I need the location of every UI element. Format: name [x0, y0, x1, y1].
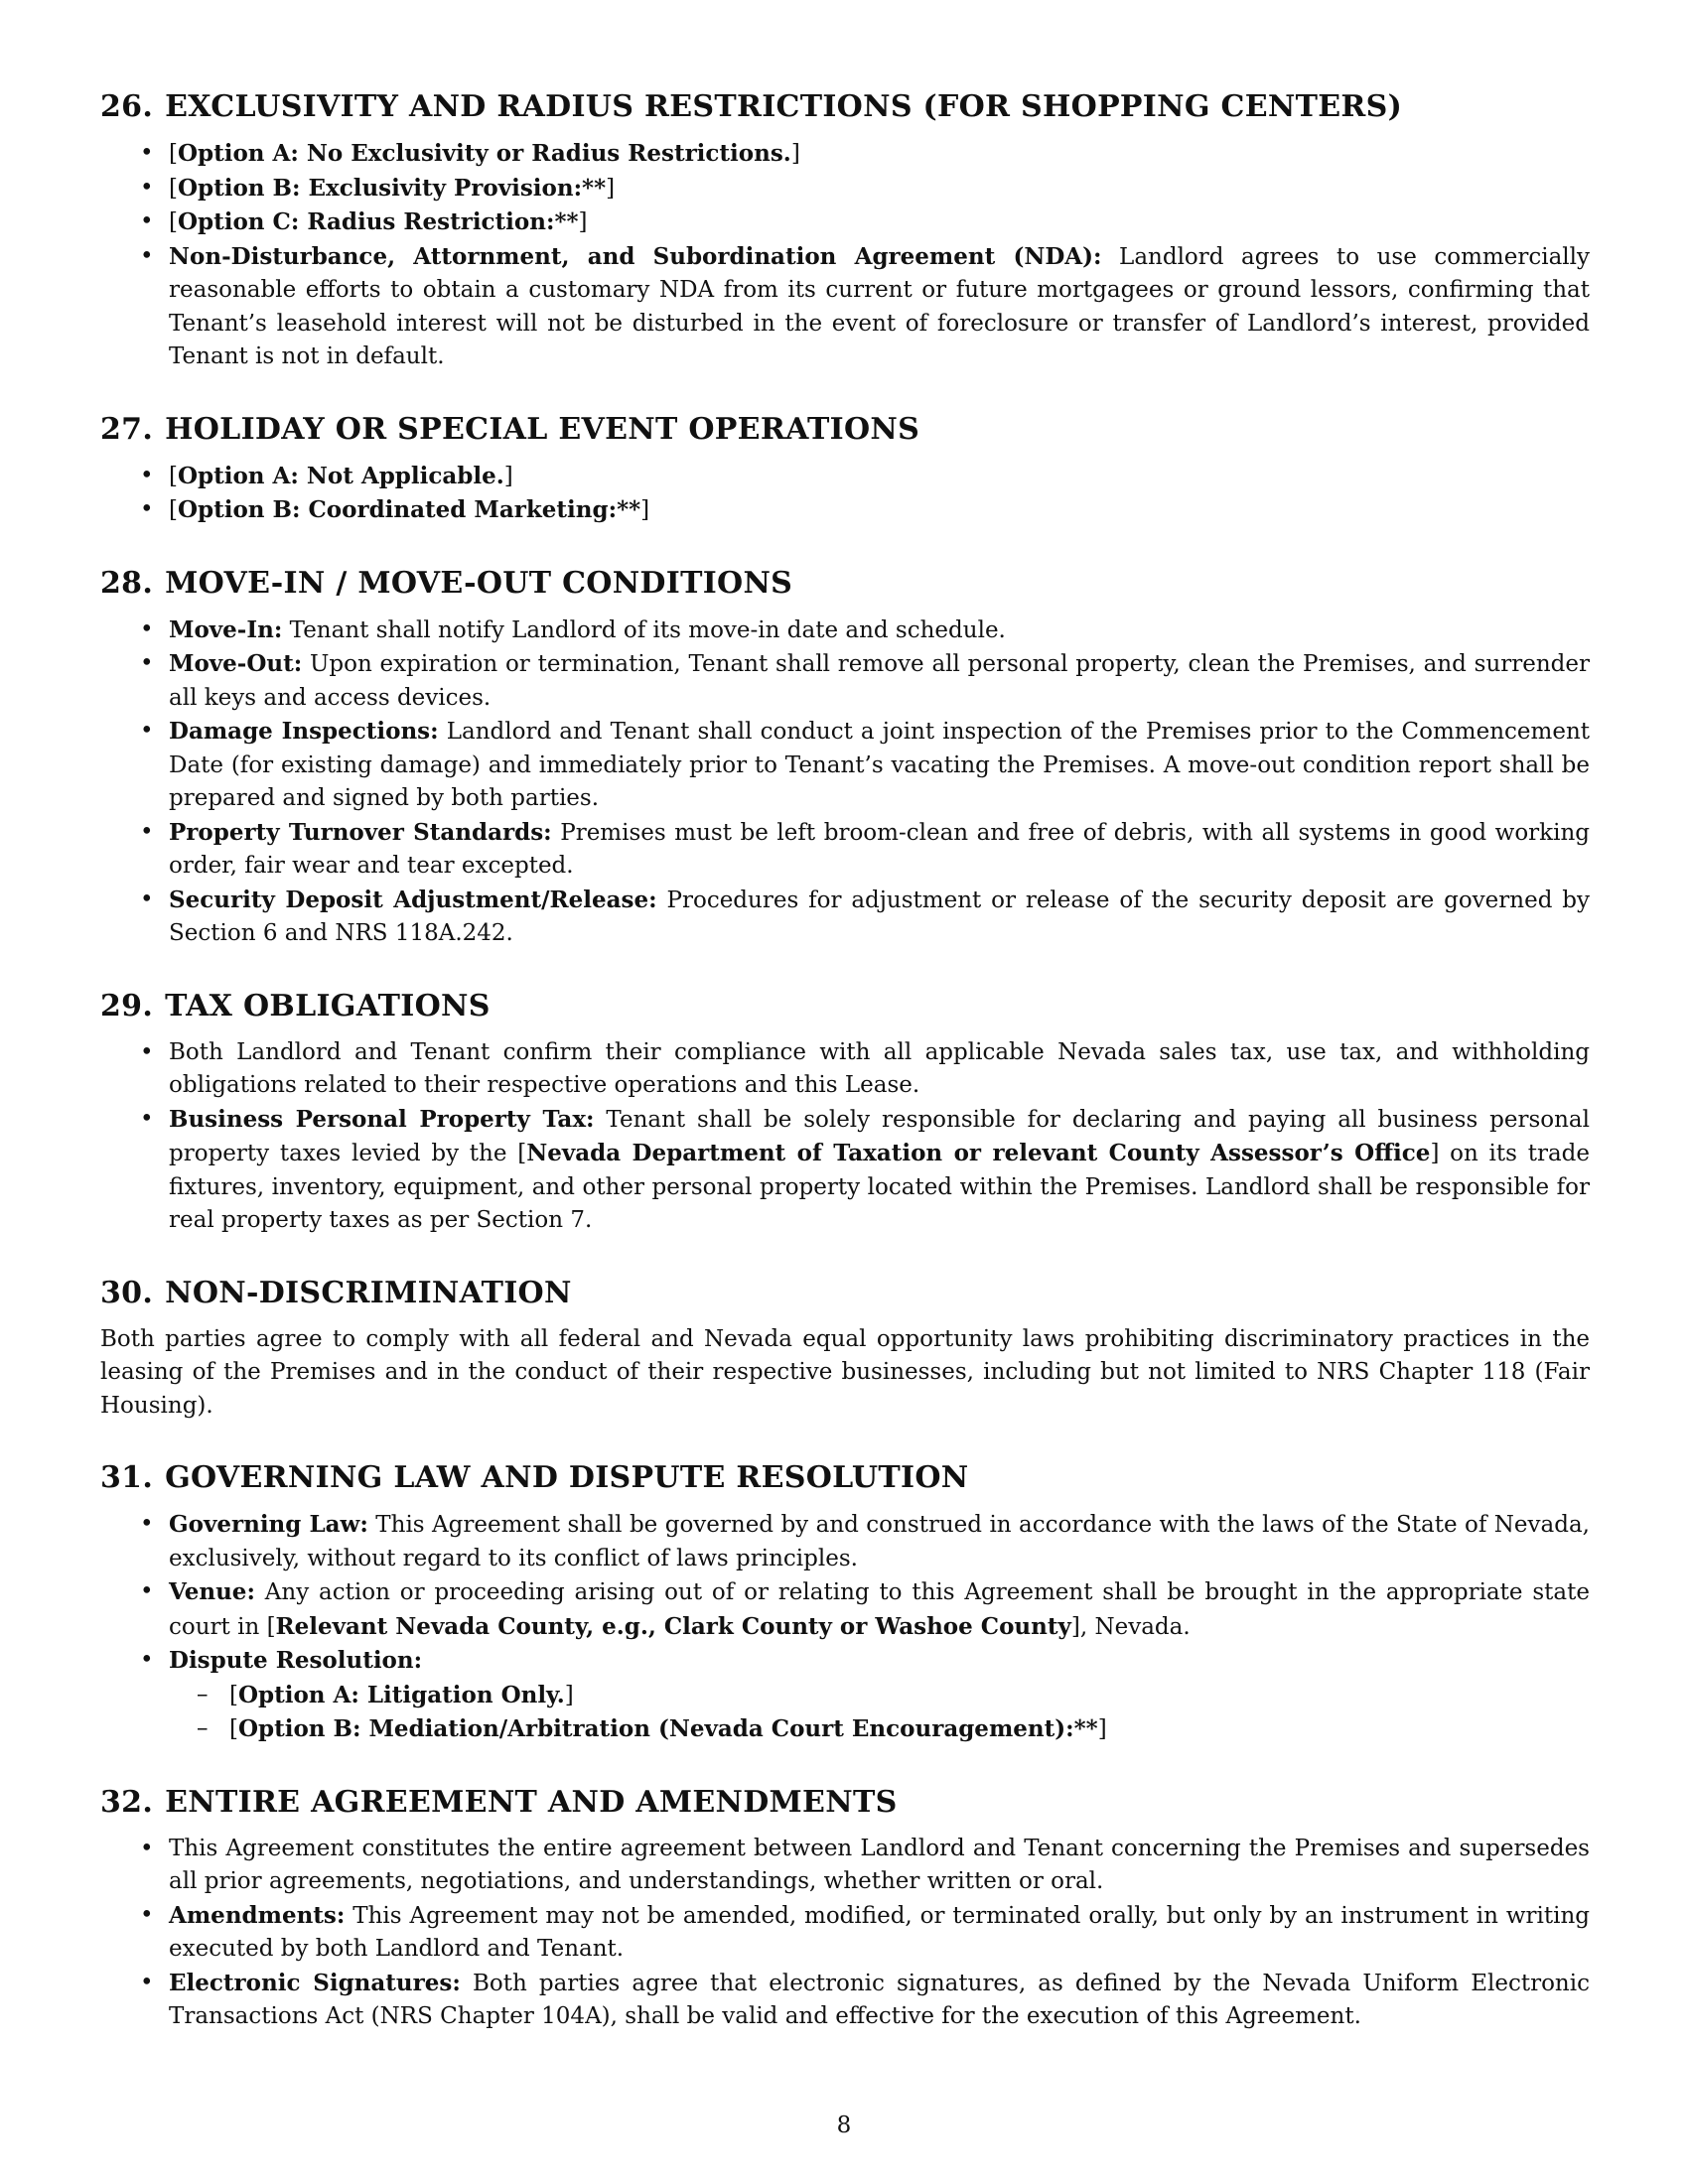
section-heading [100, 410, 1590, 450]
bracket-open: [ [229, 1682, 238, 1708]
item-label: Venue: [169, 1578, 255, 1605]
item-text: Tenant shall notify Landlord of its move-in date and schedule. [282, 616, 1006, 643]
list-item [100, 614, 1590, 648]
bracket-open: [ [169, 463, 178, 489]
section-number: 27. [100, 411, 154, 447]
section-27 [100, 410, 1590, 528]
item-text: Landlord agrees to use commercially reasonable efforts to obtain a customary NDA from its current or future mortgagees or ground lessors, confirming that Tenant’s leasehold interest will not be disturbed in the event of foreclosure or transfer of Landlord’s interest, provided Tenant is not in default. [169, 243, 1590, 369]
item-text: Both Landlord and Tenant confirm their compliance with all applicable Nevada sales tax, use tax, and withholding obligations related to their respective operations and this Lease. [169, 1038, 1590, 1098]
section-number: 31. [100, 1460, 154, 1495]
document-page [100, 87, 1590, 2070]
section-heading [100, 987, 1590, 1026]
bracket-open: [ [169, 141, 178, 167]
section-title: ENTIRE AGREEMENT AND AMENDMENTS [165, 1784, 898, 1820]
bracket-close: ] [640, 497, 650, 523]
sub-list [169, 1679, 1590, 1747]
item-label: Option A: Litigation Only. [237, 1681, 565, 1708]
item-text: This Agreement shall be governed by and construed in accordance with the laws of the State of Nevada, exclusively, without regard to its conflict of laws principles. [169, 1512, 1590, 1571]
list-item [100, 240, 1590, 374]
item-label: Amendments: [169, 1901, 346, 1929]
section-number: 29. [100, 988, 154, 1024]
list-item [100, 1967, 1590, 2034]
bullet-list [100, 460, 1590, 528]
item-label: Option C: Radius Restriction:** [177, 208, 579, 235]
section-29 [100, 987, 1590, 1238]
item-text: ], Nevada. [1070, 1613, 1191, 1640]
section-31 [100, 1458, 1590, 1747]
item-label: Option B: Mediation/Arbitration (Nevada Court Encouragement):** [237, 1715, 1098, 1742]
list-item [100, 205, 1590, 240]
item-text: This Agreement constitutes the entire agreement between Landlord and Tenant concerning the Premises and supersedes all prior agreements, negotiations, and understandings, whether written or oral. [169, 1835, 1590, 1894]
section-title: TAX OBLIGATIONS [165, 988, 491, 1024]
item-label: Option A: No Exclusivity or Radius Restrictions. [177, 140, 791, 167]
item-text: Upon expiration or termination, Tenant shall remove all personal property, clean the Premises, and surrender all keys and access devices. [169, 651, 1590, 711]
list-item [100, 1644, 1590, 1747]
item-label: Non-Disturbance, Attornment, and Subordination Agreement (NDA): [169, 242, 1102, 270]
sub-list-item [169, 1679, 1590, 1713]
list-item [100, 172, 1590, 206]
section-heading [100, 564, 1590, 604]
section-28 [100, 564, 1590, 951]
bullet-list [100, 614, 1590, 951]
section-number: 26. [100, 89, 154, 124]
list-item [100, 884, 1590, 951]
bracket-open: [ [169, 497, 178, 523]
list-item [100, 647, 1590, 715]
section-heading [100, 87, 1590, 127]
bullet-list [100, 1036, 1590, 1238]
bracket-open: [ [169, 209, 178, 235]
item-label: Dispute Resolution: [169, 1647, 423, 1674]
item-label: Property Turnover Standards: [169, 818, 552, 846]
list-item [100, 1103, 1590, 1238]
bracket-close: ] [503, 463, 513, 489]
placeholder-text: Nevada Department of Taxation or relevant County Assessor’s Office [526, 1140, 1431, 1166]
sub-list-item [169, 1712, 1590, 1747]
list-item [100, 460, 1590, 494]
section-number: 28. [100, 565, 154, 601]
section-heading [100, 1274, 1590, 1313]
list-item [100, 1833, 1590, 1899]
list-item [100, 493, 1590, 528]
item-text: This Agreement may not be amended, modified, or terminated orally, but only by an instrument in writing executed by both Landlord and Tenant. [169, 1902, 1590, 1962]
list-item [100, 1508, 1590, 1575]
item-text: Tenant shall be solely responsible for declaring and paying all business personal property taxes levied by the [ [169, 1106, 1590, 1166]
section-30 [100, 1274, 1590, 1424]
item-text: Any action or proceeding arising out of or relating to this Agreement shall be brought in the appropriate state court in [ [169, 1579, 1590, 1640]
item-text: Procedures for adjustment or release of the security deposit are governed by Section 6 and NRS 118A.242. [169, 887, 1591, 946]
section-number: 32. [100, 1784, 154, 1820]
item-label: Security Deposit Adjustment/Release: [169, 886, 657, 913]
item-label: Option B: Exclusivity Provision:** [177, 174, 607, 202]
section-heading [100, 1458, 1590, 1498]
list-item [100, 1899, 1590, 1967]
section-title: MOVE-IN / MOVE-OUT CONDITIONS [165, 565, 793, 601]
section-title: HOLIDAY OR SPECIAL EVENT OPERATIONS [165, 411, 920, 447]
section-number: 30. [100, 1275, 154, 1310]
bracket-open: [ [169, 175, 178, 202]
list-item [100, 1036, 1590, 1103]
section-title: NON-DISCRIMINATION [165, 1275, 572, 1310]
section-heading [100, 1783, 1590, 1823]
list-item [100, 715, 1590, 816]
item-label: Governing Law: [169, 1511, 368, 1538]
section-paragraph: Both parties agree to comply with all federal and Nevada equal opportunity laws prohibiting discriminatory practices in the leasing of the Premises and in the conduct of their respective businesses, including but not limited to NRS Chapter 118 (Fair Housing). [100, 1325, 1590, 1419]
bullet-list [100, 1833, 1590, 2034]
item-label: Move-Out: [169, 650, 303, 677]
bracket-close: ] [564, 1682, 574, 1708]
bracket-close: ] [578, 209, 588, 235]
item-text: ] on its trade fixtures, inventory, equipment, and other personal property located within the Premises. Landlord shall be responsible for real property taxes as per Section 7. [169, 1141, 1590, 1233]
item-label: Option B: Coordinated Marketing:** [177, 496, 641, 523]
item-text: Premises must be left broom-clean and free of debris, with all systems in good working order, fair wear and tear excepted. [169, 819, 1591, 879]
item-text: Both parties agree that electronic signatures, as defined by the Nevada Uniform Electronic Transactions Act (NRS Chapter 104A), shall be valid and effective for the execution of this Agreement. [169, 1970, 1590, 2029]
bullet-list [100, 137, 1590, 374]
section-32 [100, 1783, 1590, 2034]
list-item [100, 816, 1590, 884]
item-text: Landlord and Tenant shall conduct a joint inspection of the Premises prior to the Commencement Date (for existing damage) and immediately prior to Tenant’s vacating the Premises. A move-out condition report shall be prepared and signed by both parties. [169, 719, 1590, 811]
page-number: 8 [836, 2113, 852, 2138]
bracket-open: [ [229, 1716, 238, 1742]
list-item [100, 137, 1590, 172]
item-label: Move-In: [169, 615, 283, 643]
list-item [100, 1575, 1590, 1644]
bullet-list [100, 1508, 1590, 1747]
section-title: EXCLUSIVITY AND RADIUS RESTRICTIONS (FOR SHOPPING CENTERS) [165, 89, 1403, 124]
bracket-close: ] [790, 141, 800, 167]
section-26 [100, 87, 1590, 374]
item-label: Electronic Signatures: [169, 1969, 461, 1996]
bracket-close: ] [606, 175, 616, 202]
bracket-close: ] [1097, 1716, 1107, 1742]
item-label: Option A: Not Applicable. [177, 462, 504, 489]
placeholder-text: Relevant Nevada County, e.g., Clark County or Washoe County [275, 1612, 1071, 1640]
item-label: Damage Inspections: [169, 718, 439, 745]
section-title: GOVERNING LAW AND DISPUTE RESOLUTION [165, 1460, 969, 1495]
item-label: Business Personal Property Tax: [169, 1105, 595, 1133]
